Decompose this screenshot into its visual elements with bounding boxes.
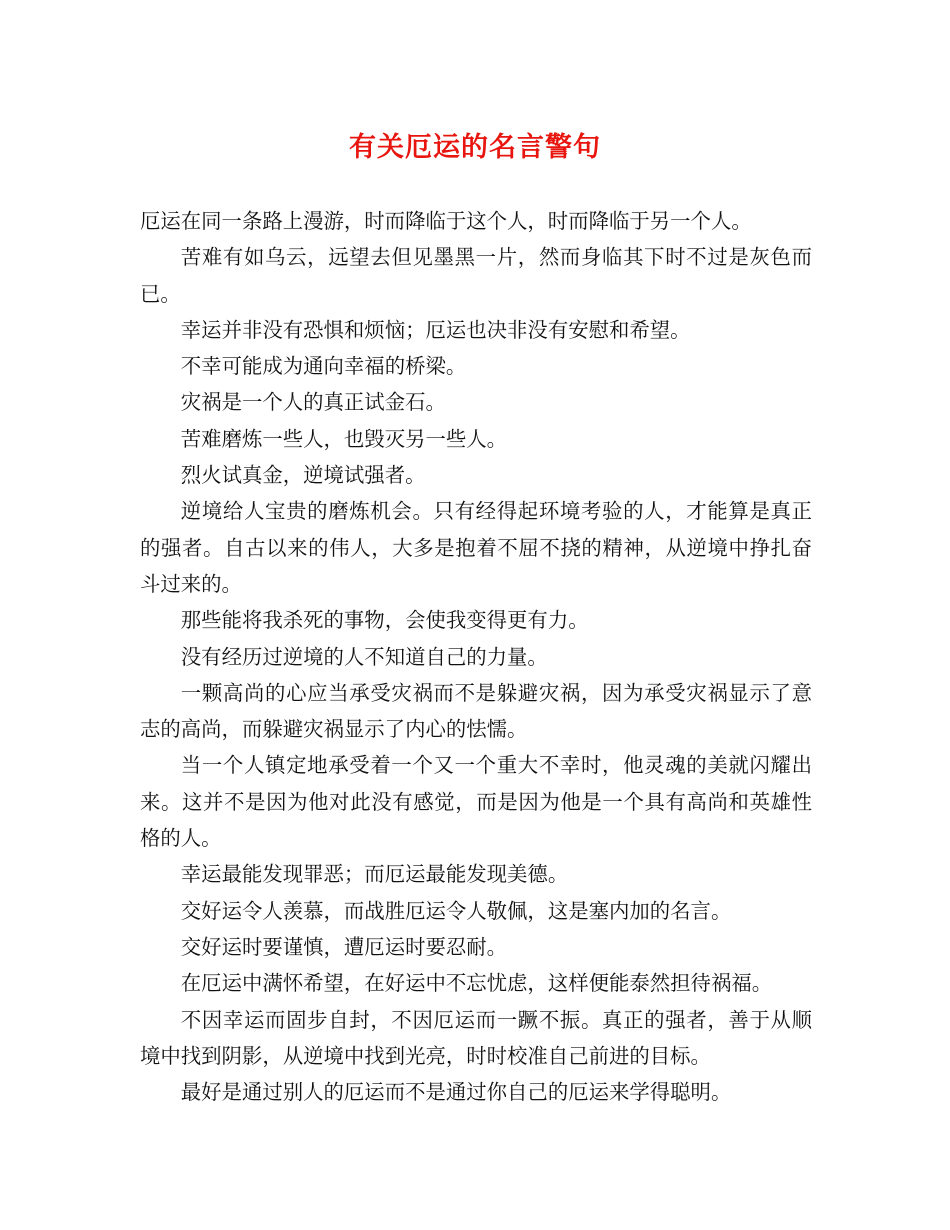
paragraph-2: 苦难有如乌云，远望去但见墨黑一片，然而身临其下时不过是灰色而已。 bbox=[140, 245, 812, 306]
paragraph-12: 当一个人镇定地承受着一个又一个重大不幸时，他灵魂的美就闪耀出来。这并不是因为他对此没有感觉，而是因为他是一个具有高尚和英雄性格的人。 bbox=[140, 753, 812, 851]
paragraph-3: 幸运并非没有恐惧和烦恼；厄运也决非没有安慰和希望。 bbox=[180, 317, 691, 342]
document-body bbox=[140, 203, 812, 1110]
paragraph-9: 那些能将我杀死的事物，会使我变得更有力。 bbox=[180, 608, 589, 633]
paragraph-8: 逆境给人宝贵的磨炼机会。只有经得起环境考验的人，才能算是真正的强者。自古以来的伟人，大多是抱着不屈不挠的精神，从逆境中挣扎奋斗过来的。 bbox=[140, 499, 812, 596]
paragraph-11: 一颗高尚的心应当承受灾祸而不是躲避灾祸，因为承受灾祸显示了意志的高尚，而躲避灾祸显示了内心的怯懦。 bbox=[140, 680, 812, 742]
paragraph-18: 最好是通过别人的厄运而不是通过你自己的厄运来学得聪明。 bbox=[180, 1080, 732, 1105]
paragraph-14: 交好运令人羡慕，而战胜厄运令人敬佩，这是塞内加的名言。 bbox=[180, 898, 732, 923]
paragraph-6: 苦难磨炼一些人，也毁灭另一些人。 bbox=[180, 426, 508, 451]
paragraph-10: 没有经历过逆境的人不知道自己的力量。 bbox=[180, 644, 548, 669]
page-title: 有关厄运的名言警句 bbox=[349, 132, 601, 163]
paragraph-1: 厄运在同一条路上漫游，时而降临于这个人，时而降临于另一个人。 bbox=[140, 209, 752, 233]
paragraph-7: 烈火试真金，逆境试强者。 bbox=[180, 463, 426, 488]
paragraph-17: 不因幸运而固步自封，不因厄运而一蹶不振。真正的强者，善于从顺境中找到阴影，从逆境中找到光亮，时时校准自己前进的目标。 bbox=[140, 1007, 812, 1068]
paragraph-16: 在厄运中满怀希望，在好运中不忘忧虑，这样便能泰然担待祸福。 bbox=[180, 971, 773, 996]
paragraph-15: 交好运时要谨慎，遭厄运时要忍耐。 bbox=[180, 934, 508, 959]
paragraph-13: 幸运最能发现罪恶；而厄运最能发现美德。 bbox=[180, 862, 569, 887]
paragraph-5: 灾祸是一个人的真正试金石。 bbox=[180, 390, 446, 415]
paragraph-4: 不幸可能成为通向幸福的桥梁。 bbox=[180, 354, 467, 379]
